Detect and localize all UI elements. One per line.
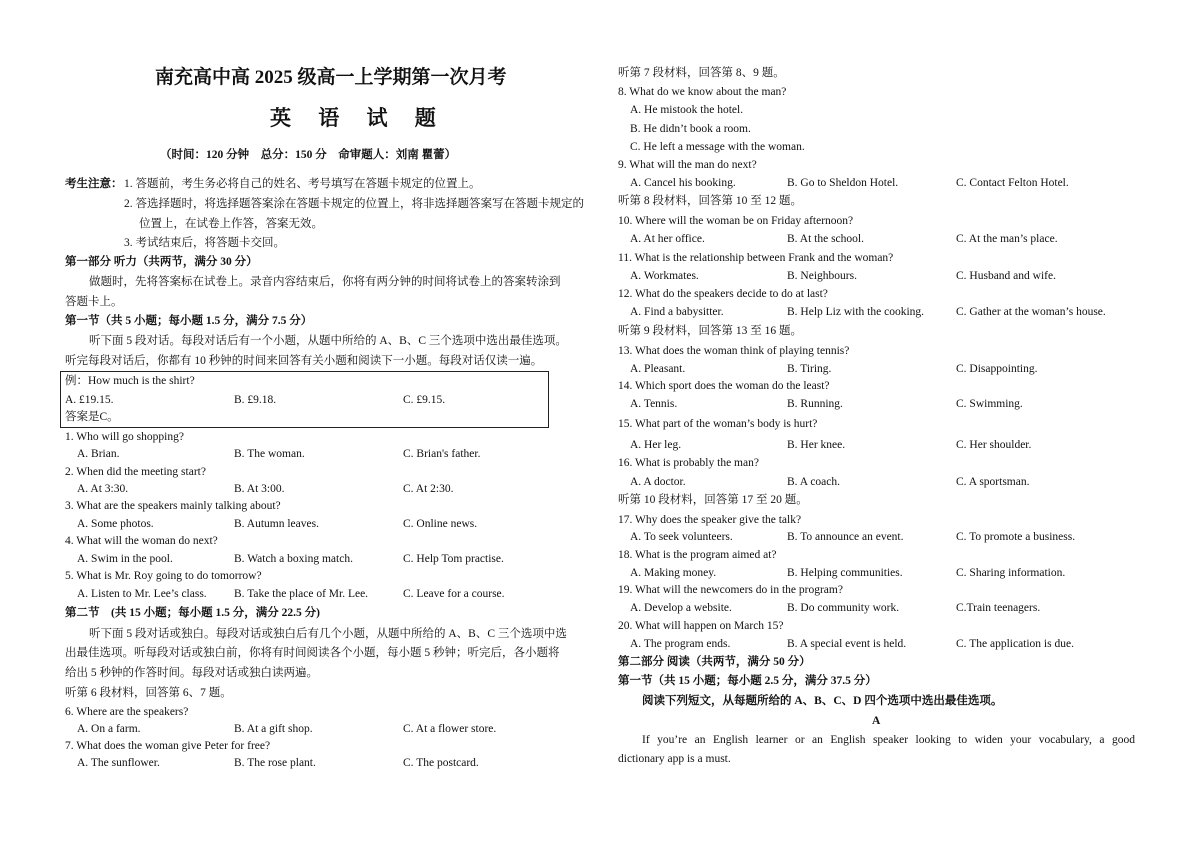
- question-2: 2. When did the meeting start?: [65, 466, 206, 478]
- material-8-instruction: 听第 8 段材料，回答第 10 至 12 题。: [618, 195, 802, 207]
- option-18a: A. Making money.: [630, 567, 717, 579]
- option-2c: C. At 2:30.: [403, 483, 454, 495]
- option-10b: B. At the school.: [787, 233, 864, 245]
- option-9a: A. Cancel his booking.: [630, 177, 736, 189]
- option-10c: C. At the man’s place.: [956, 233, 1058, 245]
- question-17: 17. Why does the speaker give the talk?: [618, 514, 802, 526]
- example-answer: 答案是C。: [65, 411, 119, 423]
- question-14: 14. Which sport does the woman do the least?: [618, 380, 830, 392]
- question-7: 7. What does the woman give Peter for free?: [65, 740, 271, 752]
- part1-intro-b: 答题卡上。: [65, 296, 123, 308]
- option-17a: A. To seek volunteers.: [630, 531, 733, 543]
- option-15c: C. Her shoulder.: [956, 439, 1032, 451]
- option-6b: B. At a gift shop.: [234, 723, 313, 735]
- passage-label: A: [872, 715, 881, 727]
- option-14a: A. Tennis.: [630, 398, 678, 410]
- option-12b: B. Help Liz with the cooking.: [787, 306, 925, 318]
- option-6a: A. On a farm.: [77, 723, 141, 735]
- option-11b: B. Neighbours.: [787, 270, 857, 282]
- option-8a: A. He mistook the hotel.: [630, 104, 744, 116]
- notice-item-2b: 位置上，在试卷上作答，答案无效。: [139, 218, 323, 230]
- question-19: 19. What will the newcomers do in the program?: [618, 584, 843, 596]
- option-7c: C. The postcard.: [403, 757, 479, 769]
- option-15a: A. Her leg.: [630, 439, 682, 451]
- option-16c: C. A sportsman.: [956, 476, 1030, 488]
- option-5c: C. Leave for a course.: [403, 588, 505, 600]
- option-20c: C. The application is due.: [956, 638, 1074, 650]
- material-9-instruction: 听第 9 段材料，回答第 13 至 16 题。: [618, 325, 802, 337]
- option-13b: B. Tiring.: [787, 363, 832, 375]
- question-1: 1. Who will go shopping?: [65, 431, 184, 443]
- option-7a: A. The sunflower.: [77, 757, 160, 769]
- option-7b: B. The rose plant.: [234, 757, 316, 769]
- option-10a: A. At her office.: [630, 233, 705, 245]
- option-13c: C. Disappointing.: [956, 363, 1038, 375]
- section1-heading: 第一节（共 5 小题；每小题 1.5 分，满分 7.5 分）: [65, 315, 313, 327]
- option-12c: C. Gather at the woman’s house.: [956, 306, 1106, 318]
- part2-heading: 第二部分 阅读（共两节，满分 50 分）: [618, 656, 811, 668]
- option-4a: A. Swim in the pool.: [77, 553, 173, 565]
- section2-intro-c: 给出 5 秒钟的作答时间。每段对话或独白读两遍。: [65, 667, 318, 679]
- option-4c: C. Help Tom practise.: [403, 553, 504, 565]
- option-20b: B. A special event is held.: [787, 638, 907, 650]
- option-11c: C. Husband and wife.: [956, 270, 1056, 282]
- option-8b: B. He didn’t book a room.: [630, 123, 751, 135]
- section2-intro-b: 出最佳选项。听每段对话或独白前，你将有时间阅读各个小题，每小题 5 秒钟；听完后，各小题将: [65, 647, 560, 659]
- option-3a: A. Some photos.: [77, 518, 154, 530]
- option-19c: C.Train teenagers.: [956, 602, 1041, 614]
- question-11: 11. What is the relationship between Frank and the woman?: [618, 252, 894, 264]
- example-question: 例：How much is the shirt?: [65, 375, 195, 387]
- option-15b: B. Her knee.: [787, 439, 846, 451]
- question-9: 9. What will the man do next?: [618, 159, 757, 171]
- option-5a: A. Listen to Mr. Lee’s class.: [77, 588, 207, 600]
- part1-heading: 第一部分 听力（共两节，满分 30 分）: [65, 256, 258, 268]
- option-18b: B. Helping communities.: [787, 567, 903, 579]
- option-14b: B. Running.: [787, 398, 843, 410]
- option-9b: B. Go to Sheldon Hotel.: [787, 177, 899, 189]
- part2-section1-heading: 第一节（共 15 小题；每小题 2.5 分，满分 37.5 分）: [618, 675, 877, 687]
- option-14c: C. Swimming.: [956, 398, 1023, 410]
- part2-intro: 阅读下列短文，从每题所给的 A、B、C、D 四个选项中选出最佳选项。: [642, 695, 1003, 707]
- option-12a: A. Find a babysitter.: [630, 306, 724, 318]
- question-12: 12. What do the speakers decide to do at last?: [618, 288, 828, 300]
- example-option-b: B. £9.18.: [234, 394, 277, 406]
- material-6-instruction: 听第 6 段材料，回答第 6、7 题。: [65, 687, 232, 699]
- part1-intro-a: 做题时，先将答案标在试卷上。录音内容结束后，你将有两分钟的时间将试卷上的答案转涂到: [89, 276, 561, 288]
- question-20: 20. What will happen on March 15?: [618, 620, 784, 632]
- notice-item-2a: 2. 答选择题时，将选择题答案涂在答题卡规定的位置上，将非选择题答案写在答题卡规定的: [124, 198, 584, 210]
- question-6: 6. Where are the speakers?: [65, 706, 189, 718]
- passage-line-1: If you’re an English learner or an English speaker looking to widen your vocabulary, a good: [642, 734, 1135, 746]
- option-16b: B. A coach.: [787, 476, 841, 488]
- option-18c: C. Sharing information.: [956, 567, 1066, 579]
- option-3c: C. Online news.: [403, 518, 478, 530]
- option-3b: B. Autumn leaves.: [234, 518, 319, 530]
- question-4: 4. What will the woman do next?: [65, 535, 218, 547]
- question-13: 13. What does the woman think of playing tennis?: [618, 345, 850, 357]
- material-7-instruction: 听第 7 段材料，回答第 8、9 题。: [618, 67, 785, 79]
- exam-meta: （时间：120 分钟 总分：150 分 命审题人：刘南 瞿蕾）: [160, 149, 457, 161]
- option-9c: C. Contact Felton Hotel.: [956, 177, 1069, 189]
- passage-line-2: dictionary app is a must.: [618, 753, 731, 765]
- option-13a: A. Pleasant.: [630, 363, 686, 375]
- section1-intro-a: 听下面 5 段对话。每段对话后有一个小题，从题中所给的 A、B、C 三个选项中选出最佳选项。: [89, 335, 567, 347]
- question-8: 8. What do we know about the man?: [618, 86, 787, 98]
- question-16: 16. What is probably the man?: [618, 457, 759, 469]
- question-3: 3. What are the speakers mainly talking about?: [65, 500, 281, 512]
- notice-item-1: 1. 答题前，考生务必将自己的姓名、考号填写在答题卡规定的位置上。: [124, 178, 481, 190]
- option-16a: A. A doctor.: [630, 476, 686, 488]
- option-2b: B. At 3:00.: [234, 483, 285, 495]
- question-10: 10. Where will the woman be on Friday afternoon?: [618, 215, 854, 227]
- option-2a: A. At 3:30.: [77, 483, 129, 495]
- option-1b: B. The woman.: [234, 448, 305, 460]
- notice-item-3: 3. 考试结束后，将答题卡交回。: [124, 237, 285, 249]
- example-option-c: C. £9.15.: [403, 394, 446, 406]
- option-1c: C. Brian's father.: [403, 448, 481, 460]
- option-19a: A. Develop a website.: [630, 602, 732, 614]
- material-10-instruction: 听第 10 段材料，回答第 17 至 20 题。: [618, 494, 808, 506]
- notice-label: 考生注意：: [65, 178, 123, 190]
- example-option-a: A. £19.15.: [65, 394, 114, 406]
- question-5: 5. What is Mr. Roy going to do tomorrow?: [65, 570, 262, 582]
- question-18: 18. What is the program aimed at?: [618, 549, 777, 561]
- option-17b: B. To announce an event.: [787, 531, 904, 543]
- option-20a: A. The program ends.: [630, 638, 731, 650]
- section1-intro-b: 听完每段对话后，你都有 10 秒钟的时间来回答有关小题和阅读下一小题。每段对话仅读一遍。: [65, 355, 543, 367]
- option-11a: A. Workmates.: [630, 270, 699, 282]
- section2-intro-a: 听下面 5 段对话或独白。每段对话或独白后有几个小题，从题中所给的 A、B、C 三个选项中选: [89, 628, 567, 640]
- subject-title: 英 语 试 题: [270, 106, 447, 130]
- option-17c: C. To promote a business.: [956, 531, 1076, 543]
- option-8c: C. He left a message with the woman.: [630, 141, 805, 153]
- section2-heading: 第二节 (共 15 小题；每小题 1.5 分，满分 22.5 分): [65, 607, 320, 619]
- option-5b: B. Take the place of Mr. Lee.: [234, 588, 369, 600]
- option-4b: B. Watch a boxing match.: [234, 553, 353, 565]
- option-1a: A. Brian.: [77, 448, 120, 460]
- exam-title: 南充高中高 2025 级高一上学期第一次月考: [155, 67, 507, 88]
- option-19b: B. Do community work.: [787, 602, 900, 614]
- question-15: 15. What part of the woman’s body is hurt?: [618, 418, 818, 430]
- option-6c: C. At a flower store.: [403, 723, 497, 735]
